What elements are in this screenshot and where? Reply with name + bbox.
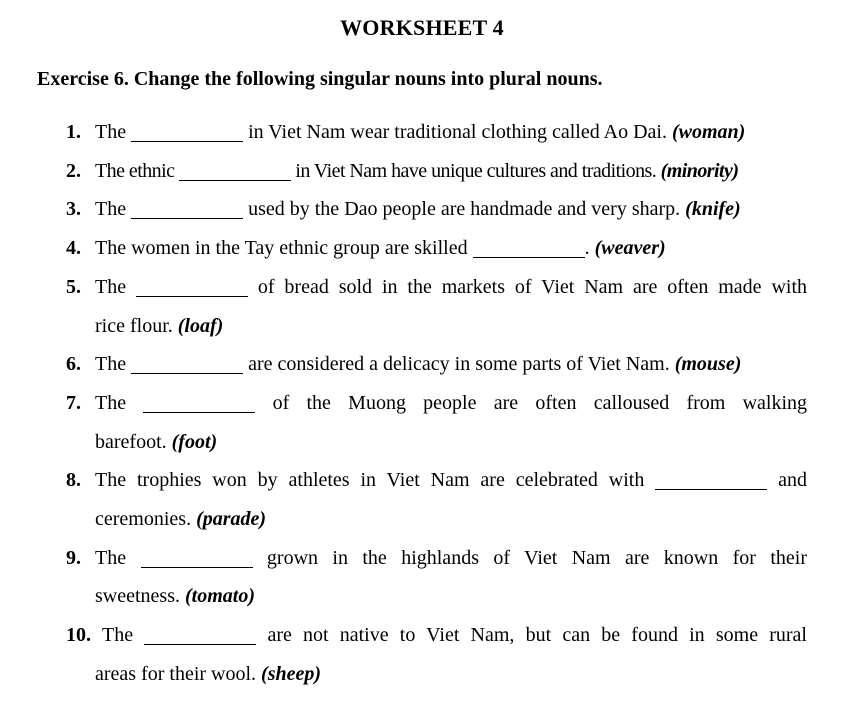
item-number: 9. bbox=[66, 546, 81, 569]
item-text-after: are considered a delicacy in some parts of Viet Nam. bbox=[248, 353, 670, 376]
worksheet-title: WORKSHEET 4 bbox=[340, 15, 504, 40]
list-item bbox=[0, 616, 861, 693]
exercise-list bbox=[0, 113, 861, 693]
list-item bbox=[0, 113, 861, 152]
answer-blank[interactable] bbox=[141, 547, 253, 568]
answer-blank[interactable] bbox=[131, 353, 243, 374]
item-number: 1. bbox=[66, 121, 81, 143]
list-item bbox=[0, 345, 861, 384]
item-hint: (parade) bbox=[196, 507, 267, 530]
list-item bbox=[0, 229, 861, 268]
item-hint: (loaf) bbox=[177, 314, 224, 337]
item-hint: (knife) bbox=[685, 198, 741, 221]
item-hint: (minority) bbox=[660, 159, 739, 182]
item-hint: (mouse) bbox=[674, 353, 742, 376]
item-text-after: in Viet Nam wear traditional clothing called Ao Dai. bbox=[248, 121, 667, 143]
item-number: 7. bbox=[66, 391, 81, 414]
item-number: 2. bbox=[66, 159, 81, 182]
answer-blank[interactable] bbox=[179, 160, 291, 181]
item-hint: (tomato) bbox=[184, 585, 255, 608]
answer-blank[interactable] bbox=[131, 121, 243, 142]
item-text-before: The ethnic bbox=[95, 159, 175, 182]
item-text-before: The bbox=[95, 391, 127, 414]
item-text-before: The bbox=[102, 624, 134, 647]
item-continuation: rice flour. bbox=[95, 314, 173, 337]
item-text-before: The bbox=[95, 353, 127, 376]
item-number: 3. bbox=[66, 198, 81, 221]
list-item bbox=[0, 384, 861, 461]
item-hint: (foot) bbox=[171, 430, 218, 453]
item-hint: (weaver) bbox=[594, 237, 666, 260]
item-text-after: are not native to Viet Nam, but can be found in some rural bbox=[267, 624, 807, 647]
exercise-heading: Exercise 6. Change the following singular nouns into plural nouns. bbox=[37, 68, 603, 90]
item-text-before: The bbox=[95, 546, 127, 569]
item-continuation: barefoot. bbox=[95, 430, 167, 453]
answer-blank[interactable] bbox=[136, 276, 248, 297]
item-hint: (woman) bbox=[671, 121, 746, 143]
item-number: 8. bbox=[66, 469, 81, 492]
answer-blank[interactable] bbox=[473, 237, 585, 258]
item-continuation: sweetness. bbox=[95, 585, 180, 608]
item-text-after: and bbox=[778, 469, 807, 492]
item-text-after: grown in the highlands of Viet Nam are known for their bbox=[266, 546, 807, 569]
answer-blank[interactable] bbox=[143, 392, 255, 413]
item-number: 5. bbox=[66, 275, 81, 298]
item-text-after: of bread sold in the markets of Viet Nam are often made with bbox=[257, 275, 807, 298]
item-continuation: areas for their wool. bbox=[95, 662, 257, 685]
answer-blank[interactable] bbox=[655, 469, 767, 490]
item-text-after: . bbox=[584, 237, 590, 260]
item-text-after: in Viet Nam have unique cultures and traditions. bbox=[295, 159, 657, 182]
item-number: 10. bbox=[66, 624, 91, 647]
list-item bbox=[0, 461, 861, 538]
answer-blank[interactable] bbox=[131, 198, 243, 219]
list-item bbox=[0, 152, 861, 191]
item-text-after: of the Muong people are often calloused from walking bbox=[272, 391, 807, 414]
item-text-before: The bbox=[95, 198, 127, 221]
item-text-before: The bbox=[95, 121, 127, 143]
list-item bbox=[0, 268, 861, 345]
item-continuation: ceremonies. bbox=[95, 507, 192, 530]
item-text-before: The bbox=[95, 275, 127, 298]
item-hint: (sheep) bbox=[261, 662, 322, 685]
item-number: 4. bbox=[66, 237, 81, 260]
item-number: 6. bbox=[66, 353, 81, 376]
list-item bbox=[0, 539, 861, 616]
item-text-after: used by the Dao people are handmade and very sharp. bbox=[248, 198, 681, 221]
answer-blank[interactable] bbox=[144, 624, 256, 645]
item-text-before: The women in the Tay ethnic group are skilled bbox=[95, 237, 468, 260]
item-text-before: The trophies won by athletes in Viet Nam are celebrated with bbox=[95, 469, 645, 492]
list-item bbox=[0, 190, 861, 229]
